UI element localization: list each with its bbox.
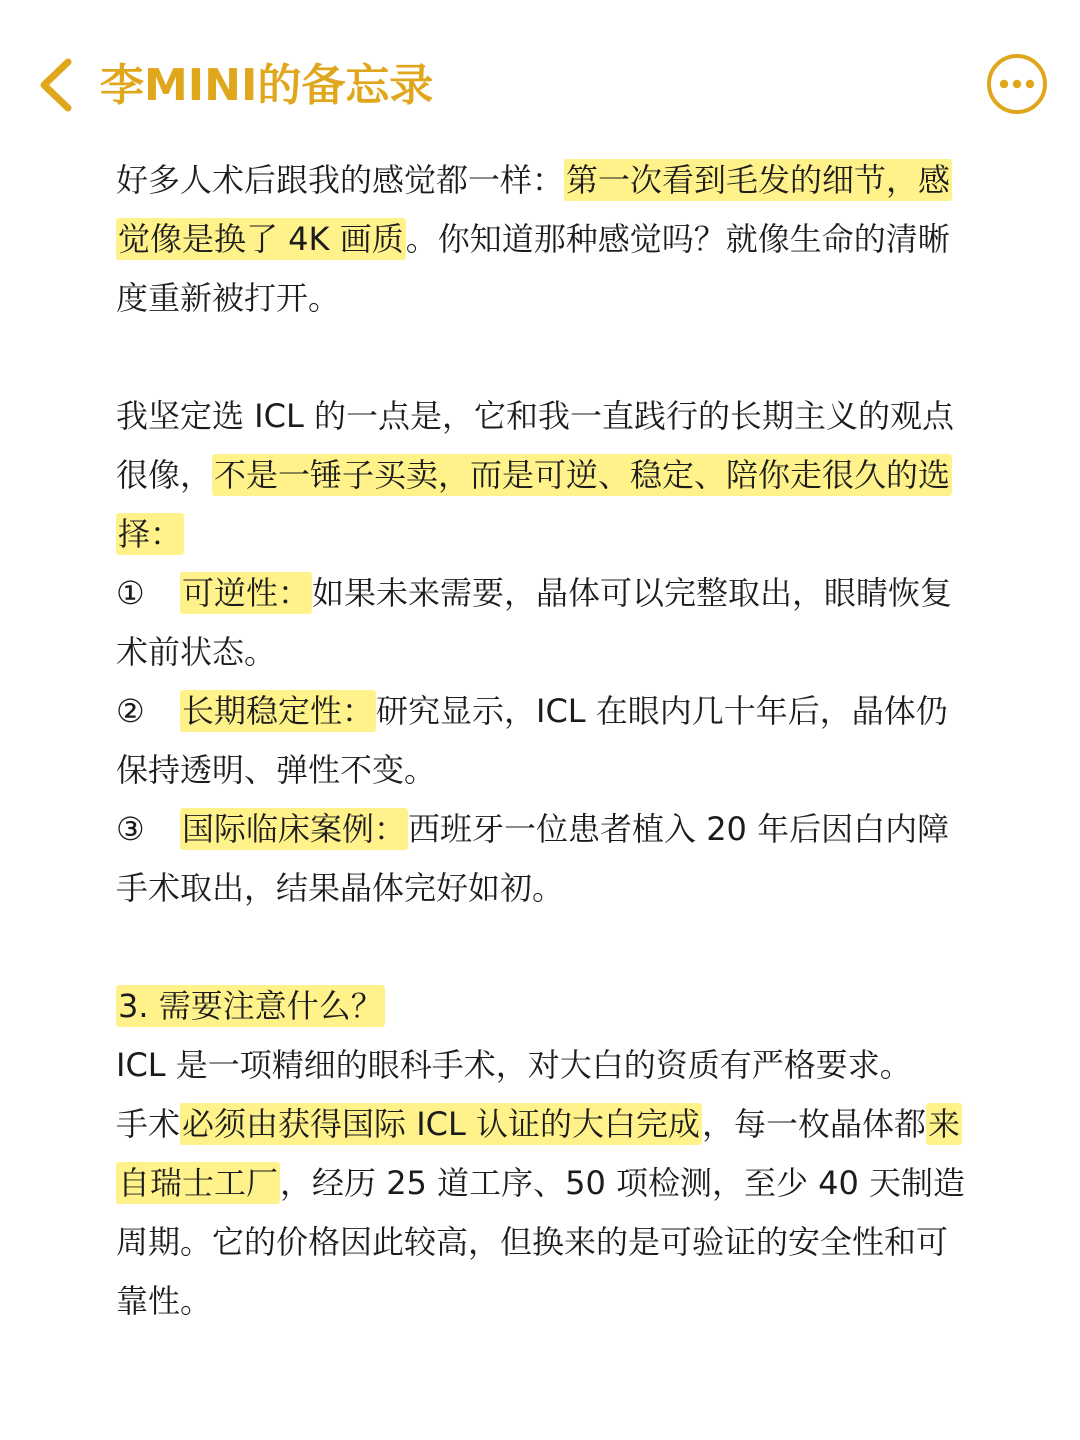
text: 手术	[116, 1105, 181, 1143]
heading-text: 3. 需要注意什么？	[118, 987, 383, 1025]
list-label: 长期稳定性：	[182, 692, 375, 730]
list-number: ③	[116, 810, 145, 848]
list-text: 如果未来需要，晶体可以完整取出，眼睛恢复术前状态。	[116, 574, 953, 671]
paragraph-icl-reason	[116, 387, 974, 564]
note-body	[116, 151, 974, 1331]
list-text: 研究显示，ICL 在眼内几十年后，晶体仍保持透明、弹性不变。	[116, 692, 948, 789]
text: ，每一枚晶体都	[701, 1105, 926, 1143]
list-item	[116, 800, 974, 918]
text: ICL 是一项精细的眼科手术，对大白的资质有严格要求。	[116, 1046, 912, 1084]
list-number: ②	[116, 692, 145, 730]
list-item	[116, 564, 974, 682]
paragraph-attention	[116, 1036, 974, 1331]
highlighted-text: 第一次看到毛发的细节，感觉像是换了 4K 画质	[118, 161, 951, 258]
text: 我坚定选 ICL 的一点是，它和我一直践行的长期主义的观点很像，	[116, 397, 954, 494]
spacer	[116, 918, 974, 977]
text: 。你知道那种感觉吗？就像生命的清晰度重新被打开。	[116, 220, 950, 317]
paragraph-intro	[116, 151, 974, 328]
list-text: 西班牙一位患者植入 20 年后因白内障手术取出，结果晶体完好如初。	[116, 810, 950, 907]
section-heading	[116, 977, 974, 1036]
top-bar	[0, 0, 1080, 170]
highlighted-text: 来自瑞士工厂	[118, 1105, 961, 1202]
highlighted-text: 必须由获得国际 ICL 认证的大白完成	[182, 1105, 700, 1143]
text: ，经历 25 道工序、50 项检测，至少 40 天制造周期。它的价格因此较高，但换来的是可验证的安全性和可靠性。	[116, 1164, 966, 1320]
list-item	[116, 682, 974, 800]
more-horizontal-circle-icon[interactable]	[985, 52, 1049, 116]
chevron-left-icon[interactable]	[30, 50, 86, 120]
highlighted-text: 不是一锤子买卖，而是可逆、稳定、陪你走很久的选择：	[118, 456, 951, 553]
page-title: 李MINI的备忘录	[100, 60, 434, 111]
list-label: 可逆性：	[182, 574, 311, 612]
list-number: ①	[116, 574, 145, 612]
text: 好多人术后跟我的感觉都一样：	[116, 161, 565, 199]
spacer	[116, 328, 974, 387]
list-label: 国际临床案例：	[182, 810, 407, 848]
